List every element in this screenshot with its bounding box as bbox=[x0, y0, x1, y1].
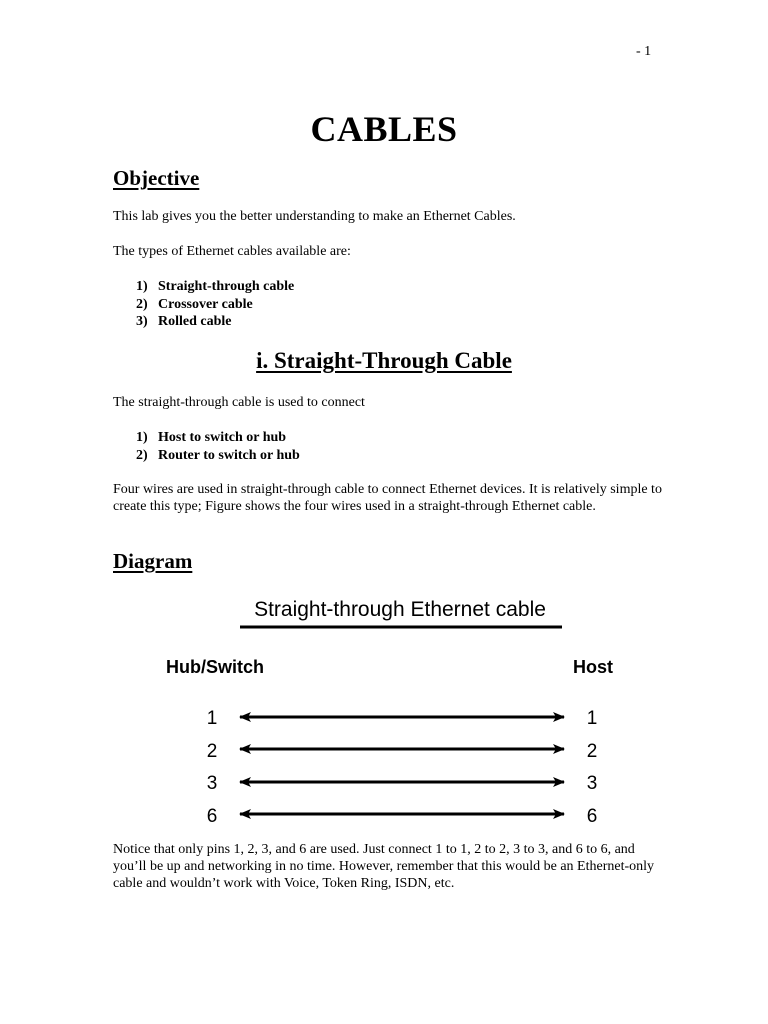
left-pin-3: 3 bbox=[206, 773, 218, 794]
list-item-number: 1) bbox=[136, 430, 148, 445]
hub-switch-label: Hub/Switch bbox=[166, 657, 264, 677]
objective-intro: This lab gives you the better understanding to make an Ethernet Cables. bbox=[113, 209, 516, 224]
list-item-label: Rolled cable bbox=[158, 314, 232, 329]
objective-heading: Objective bbox=[113, 166, 200, 190]
cable-types-intro: The types of Ethernet cables available are: bbox=[113, 244, 351, 259]
list-item-label: Straight-through cable bbox=[158, 279, 295, 294]
host-label: Host bbox=[573, 657, 613, 677]
list-item-number: 2) bbox=[136, 296, 148, 312]
left-pin-6: 6 bbox=[206, 806, 218, 827]
diagram-heading: Diagram bbox=[113, 549, 193, 573]
connection-uses-list bbox=[136, 429, 300, 464]
left-pin-2: 2 bbox=[206, 741, 218, 762]
left-pin-1: 1 bbox=[206, 708, 218, 729]
list-item-label: Crossover cable bbox=[158, 296, 253, 312]
list-item bbox=[136, 447, 300, 465]
right-pin-1: 1 bbox=[586, 708, 598, 729]
list-item-label: Host to switch or hub bbox=[158, 430, 287, 445]
list-item bbox=[136, 429, 300, 447]
cable-types-list bbox=[136, 278, 294, 331]
list-item bbox=[136, 278, 294, 296]
page-title: CABLES bbox=[310, 109, 458, 149]
list-item-number: 2) bbox=[136, 447, 148, 463]
pin-usage-note: Notice that only pins 1, 2, 3, and 6 are used. Just connect 1 to 1, 2 to 2, 3 to 3, and 6 to 6, and you’ll be up and networking in no time. However, remember that this would be an Ethernet-only cable and wouldn’t work with Voice, Token Ring, ISDN, etc. bbox=[113, 842, 655, 891]
straight-through-description: Four wires are used in straight-through cable to connect Ethernet devices. It is relatively simple to create this type; Figure shows the four wires used in a straight-through Ethernet cable. bbox=[113, 482, 662, 514]
straight-through-heading: i. Straight-Through Cable bbox=[256, 348, 512, 373]
diagram-title: Straight-through Ethernet cable bbox=[254, 598, 546, 621]
right-pin-3: 3 bbox=[586, 773, 598, 794]
list-item-number: 1) bbox=[136, 279, 148, 294]
straight-through-diagram bbox=[150, 590, 630, 835]
right-pin-2: 2 bbox=[586, 741, 598, 762]
list-item-label: Router to switch or hub bbox=[158, 447, 300, 463]
list-item bbox=[136, 313, 294, 331]
right-pin-6: 6 bbox=[586, 806, 598, 827]
page-number: - 1 bbox=[636, 44, 652, 59]
straight-through-intro: The straight-through cable is used to connect bbox=[113, 395, 365, 410]
list-item bbox=[136, 296, 294, 314]
list-item-number: 3) bbox=[136, 314, 148, 329]
